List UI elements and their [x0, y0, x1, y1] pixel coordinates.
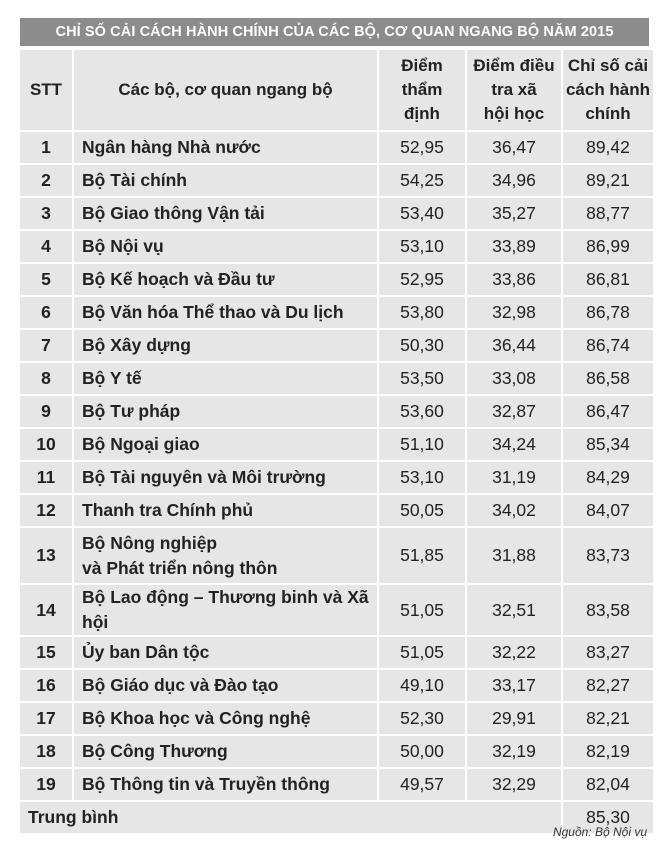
row-stt: 1: [20, 132, 72, 163]
row-survey: 32,98: [467, 297, 561, 328]
row-name-line: và Phát triển nông thôn: [82, 557, 278, 578]
table-row: [20, 165, 653, 196]
row-name: [74, 462, 377, 493]
row-name: [74, 297, 377, 328]
row-survey: 35,27: [467, 198, 561, 229]
row-name: [74, 585, 377, 635]
row-stt: 4: [20, 231, 72, 262]
row-name: [74, 703, 377, 734]
row-stt: 8: [20, 363, 72, 394]
report-table-container: [20, 18, 649, 835]
header-appraisal-line: Điểm: [401, 56, 443, 75]
row-survey: 33,89: [467, 231, 561, 262]
row-name: [74, 132, 377, 163]
row-appraisal: 52,30: [379, 703, 465, 734]
table-row: [20, 132, 653, 163]
table-row: [20, 429, 653, 460]
row-name: [74, 198, 377, 229]
row-survey: 31,19: [467, 462, 561, 493]
table-row: [20, 462, 653, 493]
table-row: [20, 495, 653, 526]
header-survey: [467, 50, 561, 130]
row-stt: 2: [20, 165, 72, 196]
average-index: 85,30: [563, 802, 653, 833]
row-index: 89,42: [563, 132, 653, 163]
row-name-line: Bộ Y tế: [82, 368, 142, 388]
row-appraisal: 52,95: [379, 132, 465, 163]
row-index: 82,04: [563, 769, 653, 800]
row-name: [74, 396, 377, 427]
row-appraisal: 51,05: [379, 637, 465, 668]
row-survey: 34,24: [467, 429, 561, 460]
row-stt: 7: [20, 330, 72, 361]
row-index: 83,27: [563, 637, 653, 668]
row-index: 83,73: [563, 528, 653, 583]
header-appraisal-line: định: [404, 104, 440, 123]
row-index: 82,27: [563, 670, 653, 701]
header-survey-line: tra xã: [491, 80, 537, 99]
row-name: [74, 264, 377, 295]
table-row: [20, 703, 653, 734]
table-row: [20, 585, 653, 635]
row-name: [74, 495, 377, 526]
row-index: 86,99: [563, 231, 653, 262]
row-index: 86,58: [563, 363, 653, 394]
row-survey: 32,51: [467, 585, 561, 635]
row-stt: 16: [20, 670, 72, 701]
row-index: 85,34: [563, 429, 653, 460]
row-appraisal: 54,25: [379, 165, 465, 196]
row-stt: 9: [20, 396, 72, 427]
row-stt: 10: [20, 429, 72, 460]
row-survey: 32,29: [467, 769, 561, 800]
table-body: [20, 132, 653, 800]
row-appraisal: 50,00: [379, 736, 465, 767]
row-appraisal: 53,10: [379, 462, 465, 493]
row-name-line: Bộ Giao thông Vận tải: [82, 203, 265, 223]
row-name: [74, 670, 377, 701]
source-note: Nguồn: Bộ Nội vụ: [552, 825, 647, 839]
header-index-line: Chỉ số cải: [567, 56, 649, 75]
row-name-line: Bộ Ngoại giao: [82, 434, 200, 454]
row-index: 86,74: [563, 330, 653, 361]
row-stt: 15: [20, 637, 72, 668]
row-name-line: Ngân hàng Nhà nước: [82, 137, 261, 157]
row-index: 84,07: [563, 495, 653, 526]
row-index: 88,77: [563, 198, 653, 229]
row-name-line: Bộ Tài chính: [82, 170, 187, 190]
row-stt: 13: [20, 528, 72, 583]
row-stt: 6: [20, 297, 72, 328]
row-stt: 12: [20, 495, 72, 526]
row-index: 86,78: [563, 297, 653, 328]
table-row: [20, 330, 653, 361]
row-name: [74, 363, 377, 394]
row-appraisal: 53,40: [379, 198, 465, 229]
header-index-line: chính: [585, 104, 631, 123]
row-index: 86,47: [563, 396, 653, 427]
row-name-line: Bộ Công Thương: [82, 741, 228, 761]
row-name-line: Bộ Giáo dục và Đào tạo: [82, 675, 279, 695]
row-name: [74, 736, 377, 767]
reform-index-table: [18, 48, 655, 835]
row-appraisal: 53,50: [379, 363, 465, 394]
header-index: [563, 50, 653, 130]
row-name: [74, 769, 377, 800]
row-name: [74, 330, 377, 361]
row-index: 84,29: [563, 462, 653, 493]
row-appraisal: 51,10: [379, 429, 465, 460]
row-appraisal: 49,10: [379, 670, 465, 701]
row-survey: 33,86: [467, 264, 561, 295]
table-row: [20, 297, 653, 328]
header-appraisal: [379, 50, 465, 130]
table-row: [20, 736, 653, 767]
table-row: [20, 231, 653, 262]
row-survey: 33,08: [467, 363, 561, 394]
row-name-line: Ủy ban Dân tộc: [82, 642, 210, 662]
row-name: [74, 429, 377, 460]
row-index: 83,58: [563, 585, 653, 635]
row-appraisal: 51,05: [379, 585, 465, 635]
header-name: Các bộ, cơ quan ngang bộ: [74, 50, 377, 130]
row-name-line: Bộ Kế hoạch và Đầu tư: [82, 269, 275, 289]
row-name-line: Thanh tra Chính phủ: [82, 500, 254, 520]
row-survey: 32,22: [467, 637, 561, 668]
row-survey: 32,87: [467, 396, 561, 427]
row-appraisal: 51,85: [379, 528, 465, 583]
row-appraisal: 49,57: [379, 769, 465, 800]
row-appraisal: 50,05: [379, 495, 465, 526]
row-appraisal: 52,95: [379, 264, 465, 295]
row-survey: 34,96: [467, 165, 561, 196]
table-row: [20, 670, 653, 701]
row-name-line: Bộ Tài nguyên và Môi trường: [82, 467, 326, 487]
row-stt: 19: [20, 769, 72, 800]
row-survey: 31,88: [467, 528, 561, 583]
row-stt: 17: [20, 703, 72, 734]
row-appraisal: 50,30: [379, 330, 465, 361]
header-row: [20, 50, 653, 130]
row-name-line: Bộ Nông nghiệp: [82, 532, 218, 553]
row-survey: 36,47: [467, 132, 561, 163]
row-stt: 18: [20, 736, 72, 767]
row-name-line: Bộ Lao động – Thương binh và Xã hội: [82, 587, 369, 632]
table-row: [20, 396, 653, 427]
row-name: [74, 637, 377, 668]
row-appraisal: 53,10: [379, 231, 465, 262]
header-survey-line: hội học: [483, 104, 545, 123]
row-name-line: Bộ Tư pháp: [82, 401, 181, 421]
table-row: [20, 363, 653, 394]
row-survey: 34,02: [467, 495, 561, 526]
row-index: 89,21: [563, 165, 653, 196]
row-name-line: Bộ Xây dựng: [82, 335, 191, 355]
row-name-line: Bộ Thông tin và Truyền thông: [82, 774, 330, 794]
table-row: [20, 637, 653, 668]
row-name: [74, 231, 377, 262]
table-row: [20, 769, 653, 800]
row-name-line: Bộ Nội vụ: [82, 236, 164, 256]
row-index: 86,81: [563, 264, 653, 295]
row-name-line: Bộ Văn hóa Thể thao và Du lịch: [82, 302, 344, 322]
row-appraisal: 53,60: [379, 396, 465, 427]
row-survey: 29,91: [467, 703, 561, 734]
row-stt: 5: [20, 264, 72, 295]
row-survey: 32,19: [467, 736, 561, 767]
table-row: [20, 198, 653, 229]
row-stt: 3: [20, 198, 72, 229]
row-name: [74, 528, 377, 583]
row-index: 82,19: [563, 736, 653, 767]
table-title: CHỈ SỐ CẢI CÁCH HÀNH CHÍNH CỦA CÁC BỘ, CƠ QUAN NGANG BỘ NĂM 2015: [20, 18, 649, 46]
header-appraisal-line: thẩm: [401, 80, 443, 99]
average-label: Trung bình: [20, 802, 561, 833]
row-appraisal: 53,80: [379, 297, 465, 328]
row-name: [74, 165, 377, 196]
row-survey: 36,44: [467, 330, 561, 361]
header-survey-line: Điểm điều: [473, 56, 555, 75]
row-name-line: Bộ Khoa học và Công nghệ: [82, 708, 311, 728]
header-index-line: cách hành: [565, 80, 651, 99]
row-survey: 33,17: [467, 670, 561, 701]
table-row: [20, 528, 653, 583]
row-stt: 14: [20, 585, 72, 635]
row-stt: 11: [20, 462, 72, 493]
table-row: [20, 264, 653, 295]
row-index: 82,21: [563, 703, 653, 734]
header-stt: STT: [20, 50, 72, 130]
